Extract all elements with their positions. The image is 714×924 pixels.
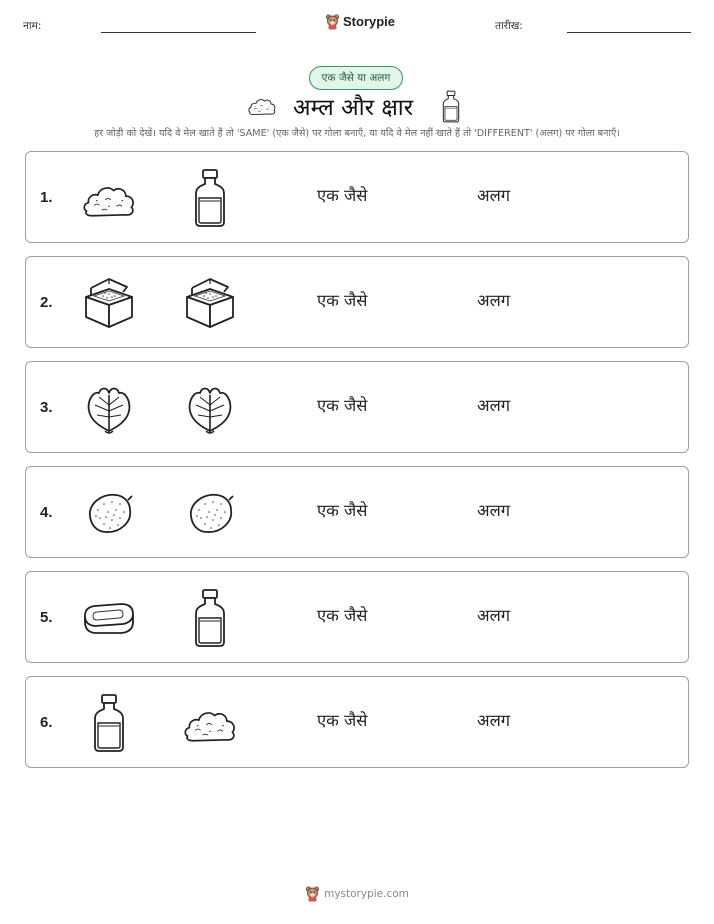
pairs-list — [25, 151, 689, 781]
different-option[interactable]: अलग — [477, 711, 511, 730]
title-left-icon — [247, 94, 277, 116]
footer-url: mystorypie.com — [324, 887, 409, 900]
pair-row-4 — [25, 466, 689, 558]
row-number: 3. — [40, 399, 53, 416]
row-number: 4. — [40, 504, 53, 521]
salt-pile-icon — [180, 693, 240, 753]
pair-row-1 — [25, 151, 689, 243]
spinach-icon — [180, 378, 240, 438]
date-line — [567, 32, 691, 33]
page-title: अम्ल और क्षार — [293, 95, 414, 121]
brand-name: Storypie — [343, 14, 396, 29]
bottle-icon — [180, 168, 240, 228]
row-number: 6. — [40, 714, 53, 731]
name-line — [101, 32, 256, 33]
bottle-icon — [79, 693, 139, 753]
row-number: 2. — [40, 294, 53, 311]
same-option[interactable]: एक जैसे — [317, 501, 368, 520]
soap-bar-icon — [79, 588, 139, 648]
same-option[interactable]: एक जैसे — [317, 186, 368, 205]
pair-row-6 — [25, 676, 689, 768]
bear-mascot-icon — [325, 13, 340, 30]
instructions: हर जोड़ी को देखें। यदि वे मेल खाते हैं तो 'SAME' (एक जैसे) पर गोला बनाएँ, या यदि वे मेल नहीं खाते हैं तो 'DIFFERENT' (अलग) पर गोला बनाएँ। — [94, 128, 620, 139]
spinach-icon — [79, 378, 139, 438]
brand-logo — [325, 13, 395, 30]
bear-mascot-icon — [305, 885, 320, 902]
pair-row-5 — [25, 571, 689, 663]
different-option[interactable]: अलग — [477, 186, 511, 205]
salt-pile-icon — [79, 168, 139, 228]
different-option[interactable]: अलग — [477, 501, 511, 520]
same-option[interactable]: एक जैसे — [317, 291, 368, 310]
different-option[interactable]: अलग — [477, 606, 511, 625]
lemon-icon — [79, 483, 139, 543]
different-option[interactable]: अलग — [477, 291, 511, 310]
row-number: 1. — [40, 189, 53, 206]
powder-box-icon — [79, 273, 139, 333]
lemon-icon — [180, 483, 240, 543]
name-label: नाम: — [23, 20, 42, 32]
footer — [0, 885, 714, 902]
same-option[interactable]: एक जैसे — [317, 711, 368, 730]
pair-row-3 — [25, 361, 689, 453]
date-label: तारीख: — [495, 20, 523, 32]
same-option[interactable]: एक जैसे — [317, 606, 368, 625]
different-option[interactable]: अलग — [477, 396, 511, 415]
worksheet-type-badge: एक जैसे या अलग — [309, 66, 403, 90]
title-right-icon — [440, 90, 462, 123]
powder-box-icon — [180, 273, 240, 333]
row-number: 5. — [40, 609, 53, 626]
same-option[interactable]: एक जैसे — [317, 396, 368, 415]
pair-row-2 — [25, 256, 689, 348]
bottle-icon — [180, 588, 240, 648]
